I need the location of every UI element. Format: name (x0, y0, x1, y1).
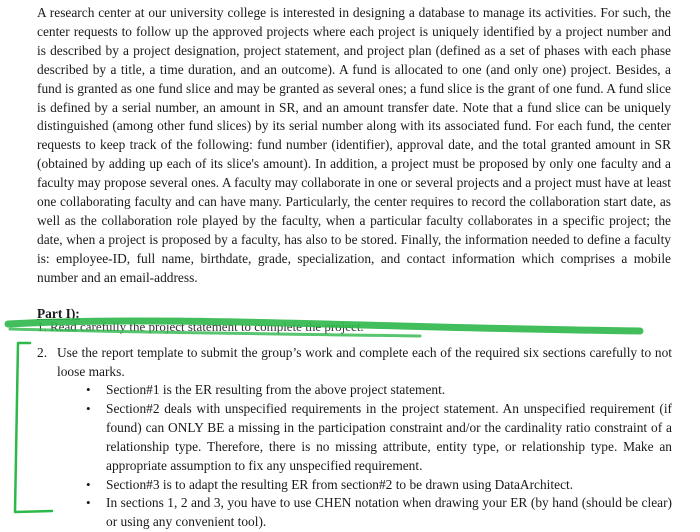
bullet-icon: • (86, 400, 91, 416)
bullet-text: Section#2 deals with unspecified requirements in the project statement. An unspecified requirement (if found) can ONLY BE a missing in the participation constraint and/or the cardinality ratio constraint of a relationship type. Therefore, there is no missing attribute, entity type, or relationship type. Make an appropriate assumption to fix any unspecified requirement. (106, 400, 672, 473)
bullet-text: Section#3 is to adapt the resulting ER from section#2 to be drawn using DataArchitect. (106, 476, 574, 492)
bullet-icon: • (86, 382, 91, 397)
bullet-text: Section#1 is the ER resulting from the above project statement. (106, 382, 446, 397)
list-item-2 (37, 344, 672, 382)
list-item-text: Use the report template to submit the group’s work and complete each of the required six sections carefully to not loose marks. (57, 345, 672, 379)
bullet-item (86, 476, 672, 495)
bullet-list (86, 381, 672, 532)
bullet-icon: • (86, 476, 91, 492)
bullet-item (86, 494, 672, 532)
part-heading: Part I): (37, 306, 80, 321)
bullet-icon: • (86, 495, 91, 511)
list-item-number: 2. (37, 345, 48, 360)
bullet-text: In sections 1, 2 and 3, you have to use CHEN notation when drawing your ER (by hand (should be clear) or using any convenient tool). (106, 495, 672, 530)
bullet-item (86, 381, 672, 400)
intro-paragraph: A research center at our university college is interested in designing a database to manage its activities. For such, the center requests to follow up the approved projects where each project is uniquely identified by a project number and is described by a project designation, project statement, and project plan (defined as a set of phases with each phase described by a title, a time duration, and an outcome). A fund is allocated to one (and only one) project. Besides, a fund is granted as one fund slice and may be granted as several ones; a fund slice is the grant of one fund. A fund slice is defined by a serial number, an amount in SR, and an amount transfer date. Note that a fund slice can be uniquely distinguished (among other fund slices) by its serial number along with its associated fund. For each fund, the center requests to keep track of the following: fund number (identifier), approval date, and the total granted amount in SR (obtained by adding up each of its slice's amount). In addition, a project must be proposed by only one faculty and a faculty may propose several ones. A faculty may collaborate in one or several projects and a project must have at least one collaborating faculty and can have many. Particularly, the center requires to record the collaboration start date, as well as the collaboration role played by the faculty, when a particular faculty collaborates in a specific project; the date, when a project is proposed by a faculty, has also to be stored. Finally, the information needed to define a faculty is: employee-ID, full name, birthdate, grade, specialization, and contact information which comprises a mobile number and an email-address. (37, 5, 671, 285)
bullet-item (86, 400, 672, 476)
struck-out-item-1: 1. Read carefully the project statement to complete the project. (37, 319, 364, 334)
